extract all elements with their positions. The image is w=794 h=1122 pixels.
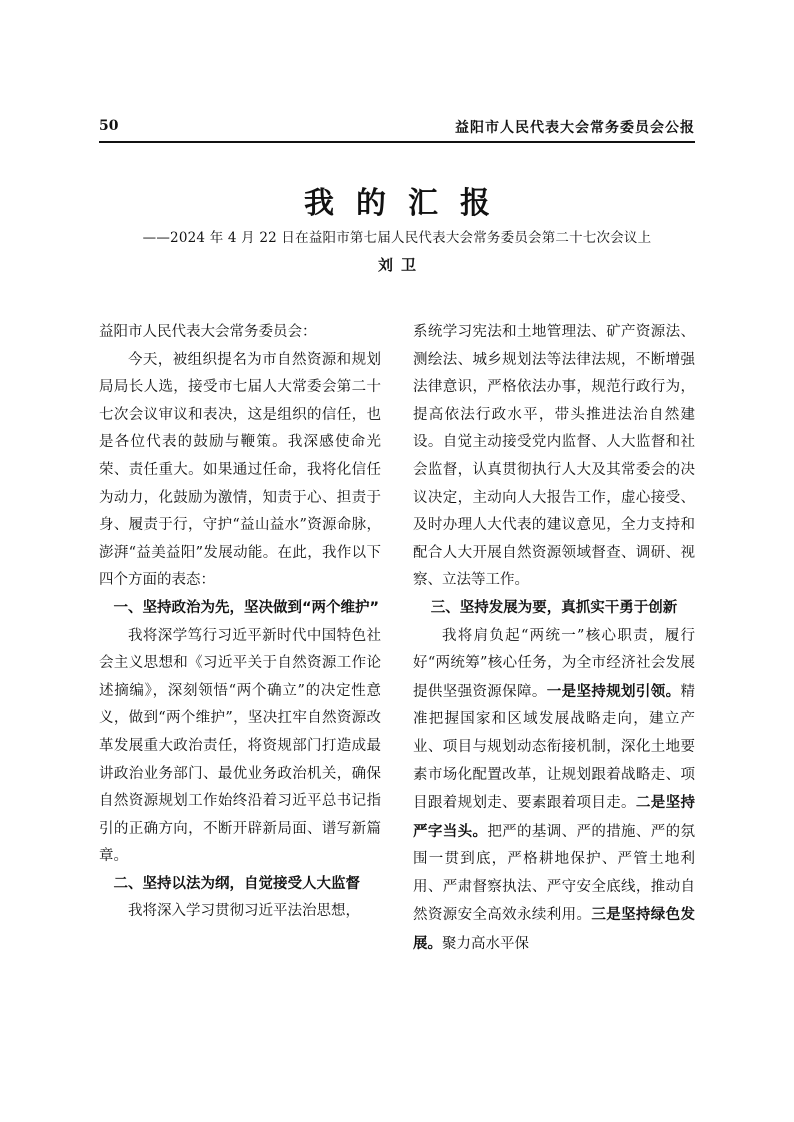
- right-column: [413, 319, 695, 959]
- section-3-paragraph: [413, 623, 695, 959]
- section-3-text-d: 聚力高水平保: [442, 936, 529, 953]
- journal-name: 益阳市人民代表大会常务委员会公报: [455, 120, 695, 136]
- section-3-highlight-2: 二是坚持严字当头。: [413, 794, 696, 840]
- page-header: [99, 114, 695, 140]
- intro-paragraph: 今天，被组织提名为市自然资源和规划局局长人选，接受市七届人大常委会第二十七次会议审议和表决，这是组织的信任，也是各位代表的鼓励与鞭策。我深感使命光荣、责任重大。如果通过任命，我将化信任为动力，化鼓励为激情，知责于心、担责于身、履责于行，守护“益山益水”资源命脉，澎湃“益美益阳”发展动能。在此，我作以下四个方面的表态：: [99, 351, 381, 589]
- section-3-highlight-3: 三是坚持绿色发展。: [413, 906, 696, 953]
- section-1-paragraph: 我将深学笃行习近平新时代中国特色社会主义思想和《习近平关于自然资源工作论述摘编》，深刻领悟“两个确立”的决定性意义，做到“两个维护”，坚决扛牢自然资源改革发展重大政治责任，将资规部门打造成最讲政治业务部门、最优业务政治机关，确保自然资源规划工作始终沿着习近平总书记指引的正确方向，不断开辟新局面、谱写新篇章。: [99, 627, 381, 865]
- section-3-text-c: 把严的基调、严的措施、严的氛围一贯到底，严格耕地保护、严管土地利用、严肃督察执法、严守安全底线，推动自然资源安全高效永续利用。: [413, 823, 696, 924]
- section-2-heading: 二、坚持以法为纲，自觉接受人大监督: [113, 875, 360, 892]
- document-title: 我的汇报: [304, 186, 512, 221]
- section-3-text-a: 我将肩负起“两统一”核心职责，履行好“两统筹”核心任务，为全市经济社会发展提供坚强资源保障。: [413, 627, 695, 700]
- section-2-text-right: 系统学习宪法和土地管理法、矿产资源法、测绘法、城乡规划法等法律法规，不断增强法律意识，严格依法办事，规范行政行为，提高依法行政水平，带头推进法治自然建设。自觉主动接受党内监督、人大监督和社会监督，认真贯彻执行人大及其常委会的决议决定，主动向人大报告工作，虚心接受、及时办理人大代表的建议意见，全力支持和配合人大开展自然资源领域督查、调研、视察、立法等工作。: [413, 324, 695, 589]
- page-number: 50: [99, 118, 119, 134]
- document-subtitle: ——2024 年 4 月 22 日在益阳市第七届人民代表大会常务委员会第二十七次会议上: [142, 230, 652, 246]
- author-name: 刘卫: [377, 256, 424, 274]
- salutation: 益阳市人民代表大会常务委员会：: [99, 324, 317, 340]
- header-rule: [99, 141, 695, 143]
- left-column: [99, 319, 381, 926]
- section-3-heading: 三、坚持发展为要，真抓实干勇于创新: [430, 599, 678, 616]
- section-2-paragraph-end: [413, 319, 695, 595]
- section-3-text-b: 精准把握国家和区域发展战略走向，建立产业、项目与规划动态衔接机制，深化土地要素市场化配置改革，让规划跟着战略走、项目跟着规划走、要素跟着项目走。: [413, 683, 695, 812]
- section-2-text-left: 我将深入学习贯彻习近平法治思想，: [128, 903, 360, 920]
- section-2-paragraph-start: [99, 898, 381, 926]
- section-3-highlight-1: 一是坚持规划引领。: [546, 682, 681, 700]
- section-1-heading: 一、坚持政治为先，坚决做到“两个维护”: [113, 599, 380, 616]
